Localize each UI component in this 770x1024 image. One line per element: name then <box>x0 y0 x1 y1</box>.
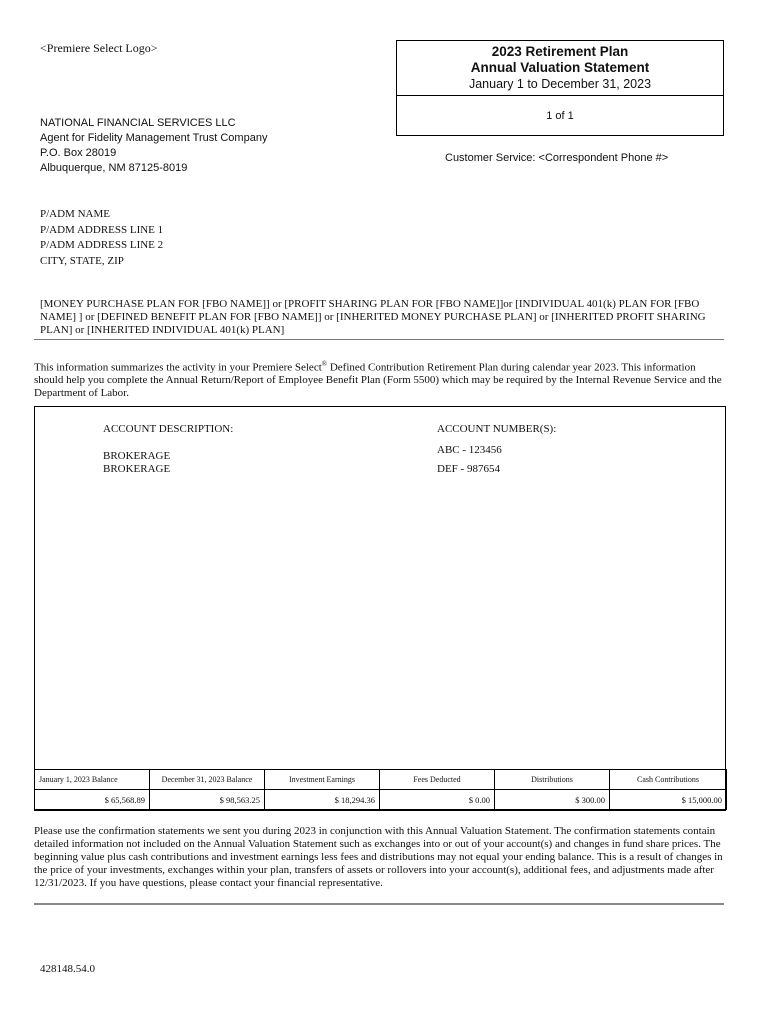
account-description: BROKERAGE <box>103 450 171 462</box>
statement-title: 2023 Retirement Plan <box>491 44 629 59</box>
title-box-divider <box>397 95 723 96</box>
section-divider <box>34 339 724 340</box>
header-investment-earnings: Investment Earnings <box>265 770 380 790</box>
sender-line: NATIONAL FINANCIAL SERVICES LLC <box>40 117 236 129</box>
value-distributions: $ 300.00 <box>495 790 610 810</box>
account-description-header: ACCOUNT DESCRIPTION: <box>103 423 234 435</box>
sender-address <box>40 116 267 176</box>
header-cash-contributions: Cash Contributions <box>610 770 727 790</box>
account-number-header: ACCOUNT NUMBER(S): <box>437 423 557 435</box>
value-fees-deducted: $ 0.00 <box>380 790 495 810</box>
value-start-balance: $ 65,568.89 <box>35 790 150 810</box>
page-number: 1 of 1 <box>546 110 574 122</box>
header-fees-deducted: Fees Deducted <box>380 770 495 790</box>
customer-service: Customer Service: <Correspondent Phone #> <box>445 152 669 164</box>
recipient-line: P/ADM ADDRESS LINE 1 <box>40 223 164 236</box>
registered-mark: ® <box>321 360 328 368</box>
sender-line: Agent for Fidelity Management Trust Company <box>40 132 268 144</box>
header-end-balance: December 31, 2023 Balance <box>150 770 265 790</box>
sender-line: Albuquerque, NM 87125-8019 <box>40 162 188 174</box>
account-box <box>34 406 726 811</box>
account-number: DEF - 987654 <box>437 463 500 475</box>
account-description: BROKERAGE <box>103 463 171 475</box>
summary-text-before: This information summarizes the activity in your Premiere Select <box>34 361 322 374</box>
balance-summary-table <box>34 769 727 810</box>
table-header-row <box>35 770 727 790</box>
document-id: 428148.54.0 <box>40 963 95 975</box>
recipient-line: CITY, STATE, ZIP <box>40 254 124 267</box>
account-number: ABC - 123456 <box>437 444 502 456</box>
value-investment-earnings: $ 18,294.36 <box>265 790 380 810</box>
plan-type-text: [MONEY PURCHASE PLAN FOR [FBO NAME]] or [PROFIT SHARING PLAN FOR [FBO NAME]]or [INDIVIDUAL 401(k) PLAN FOR [FBO NAME] ] or [DEFINED BENEFIT PLAN FOR [FBO NAME]] or [INHERITED MONEY PURCHASE PLAN] or [INHERITED PROFIT SHARING PLAN] or [INHERITED INDIVIDUAL 401(k) PLAN] <box>40 298 706 336</box>
sender-line: P.O. Box 28019 <box>40 147 117 159</box>
header-start-balance: January 1, 2023 Balance <box>35 770 150 790</box>
footer-note: Please use the confirmation statements we sent you during 2023 in conjunction with this Annual Valuation Statement. The confirmation statements contain detailed information not included on the Annual Valuation Statement such as exchanges into or out of your account(s) and changes in fund share prices. The beginning value plus cash contributions and investment earnings less fees and distributions may not equal your ending balance. This is a result of changes in the price of your investments, exchanges within your plan, transfers of assets or rollovers into your account(s), additional fees, and adjustments made after 12/31/2023. If you have questions, please contact your financial representative. <box>34 825 723 889</box>
recipient-address <box>40 207 163 269</box>
footer-divider <box>34 903 724 905</box>
summary-text-after: Defined Contribution Retirement Plan during calendar year 2023. This information should help you complete the Annual Return/Report of Employee Benefit Plan (Form 5500) which may be required by the Internal Revenue Service and the Department of Labor. <box>34 361 722 399</box>
recipient-line: P/ADM NAME <box>40 208 110 220</box>
logo-placeholder: <Premiere Select Logo> <box>40 41 158 55</box>
statement-title-box <box>396 40 724 136</box>
value-end-balance: $ 98,563.25 <box>150 790 265 810</box>
value-cash-contributions: $ 15,000.00 <box>610 790 727 810</box>
statement-period: January 1 to December 31, 2023 <box>468 77 652 91</box>
table-row <box>35 790 727 810</box>
summary-paragraph <box>34 358 726 399</box>
statement-subtitle: Annual Valuation Statement <box>470 60 650 75</box>
header-distributions: Distributions <box>495 770 610 790</box>
recipient-line: P/ADM ADDRESS LINE 2 <box>40 239 164 251</box>
